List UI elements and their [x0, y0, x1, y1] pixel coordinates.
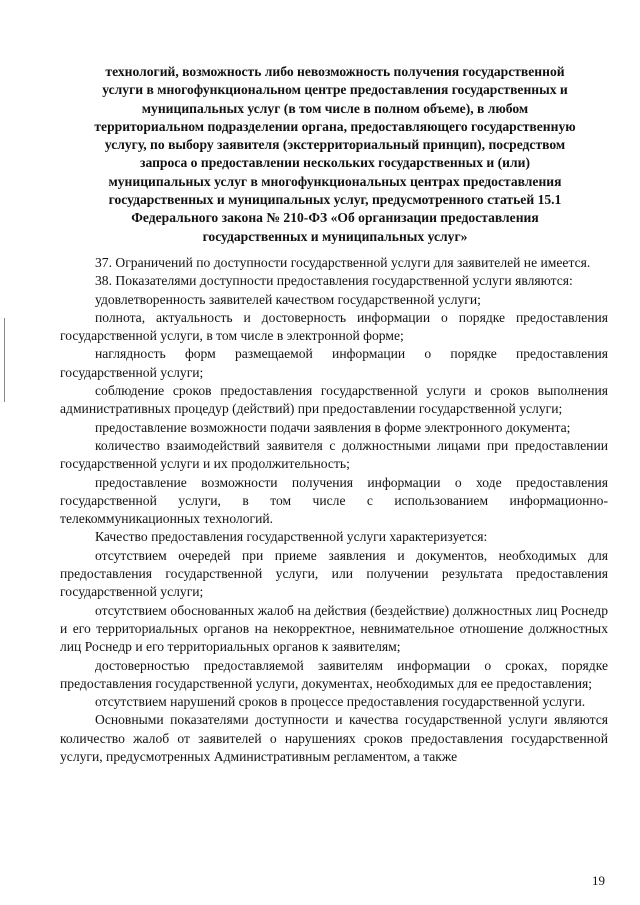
list-item: полнота, актуальность и достоверность информации о порядке предоставления государственной услуги, в том числе в электронной форме;	[60, 309, 608, 344]
heading-line: запроса о предоставлении нескольких государственных и (или)	[140, 155, 530, 171]
list-item: количество взаимодействий заявителя с должностными лицами при предоставлении государственной услуги и их продолжительность;	[60, 437, 608, 472]
list-item: предоставление возможности получения информации о ходе предоставления государственной услуги, в том числе с использованием информационно-телекоммуникационных технологий.	[60, 474, 608, 527]
list-item: отсутствием нарушений сроков в процессе предоставления государственной услуги.	[95, 694, 586, 710]
page-number: 19	[592, 873, 605, 888]
section-heading	[60, 63, 610, 246]
list-item: предоставление возможности подачи заявления в форме электронного документа;	[95, 419, 571, 435]
heading-line: государственных и муниципальных услуг»	[202, 228, 468, 244]
heading-line: муниципальных услуг в многофункциональных центрах предоставления	[108, 173, 562, 189]
heading-line: государственных и муниципальных услуг, предусмотренного статьей 15.1	[108, 192, 562, 208]
list-item: достоверностью предоставляемой заявителям информации о сроках, порядке предоставления государственной услуги, документах, необходимых для ее предоставления;	[60, 657, 608, 691]
margin-scan-mark	[4, 318, 5, 402]
paragraph-item-38: 38. Показателями доступности предоставления государственной услуги являются:	[95, 273, 573, 289]
heading-line: муниципальных услуг (в том числе в полном объеме), в любом	[141, 100, 529, 116]
quality-intro-paragraph: Качество предоставления государственной услуги характеризуется:	[95, 529, 488, 545]
heading-line: технологий, возможность либо невозможность получения государственной	[105, 64, 565, 79]
list-item: отсутствием очередей при приеме заявления и документов, необходимых для предоставления государственной услуги, или получении результата предоставления государственной услуги;	[60, 547, 608, 600]
heading-line: услуги в многофункциональном центре предоставления государственных и	[102, 82, 568, 98]
heading-line: Федерального закона № 210-ФЗ «Об организации предоставления	[131, 210, 539, 226]
heading-line: территориальном подразделении органа, предоставляющего государственную	[94, 118, 576, 134]
heading-line: услугу, по выбору заявителя (экстерриториальный принцип), посредством	[104, 137, 566, 153]
list-item: наглядность форм размещаемой информации о порядке предоставления государственной услуги;	[60, 346, 608, 380]
list-item: отсутствием обоснованных жалоб на действия (бездействие) должностных лиц Роснедр и его территориальных органов на некорректное, невнимательное отношение должностных лиц Роснедр и его территориальных органов к заявителям;	[60, 602, 608, 655]
paragraph-item-37: 37. Ограничений по доступности государственной услуги для заявителей не имеется.	[95, 255, 591, 270]
indicators-paragraph: Основными показателями доступности и качества государственной услуги являются количество жалоб от заявителей о нарушениях сроков предоставления государственной услуги, предусмотренных Административным регламентом, а также	[60, 712, 608, 765]
list-item: соблюдение сроков предоставления государственной услуги и сроков выполнения административных процедур (действий) при предоставлении государственной услуги;	[60, 383, 608, 417]
list-item: удовлетворенность заявителей качеством государственной услуги;	[95, 291, 481, 307]
body-text	[60, 254, 608, 766]
